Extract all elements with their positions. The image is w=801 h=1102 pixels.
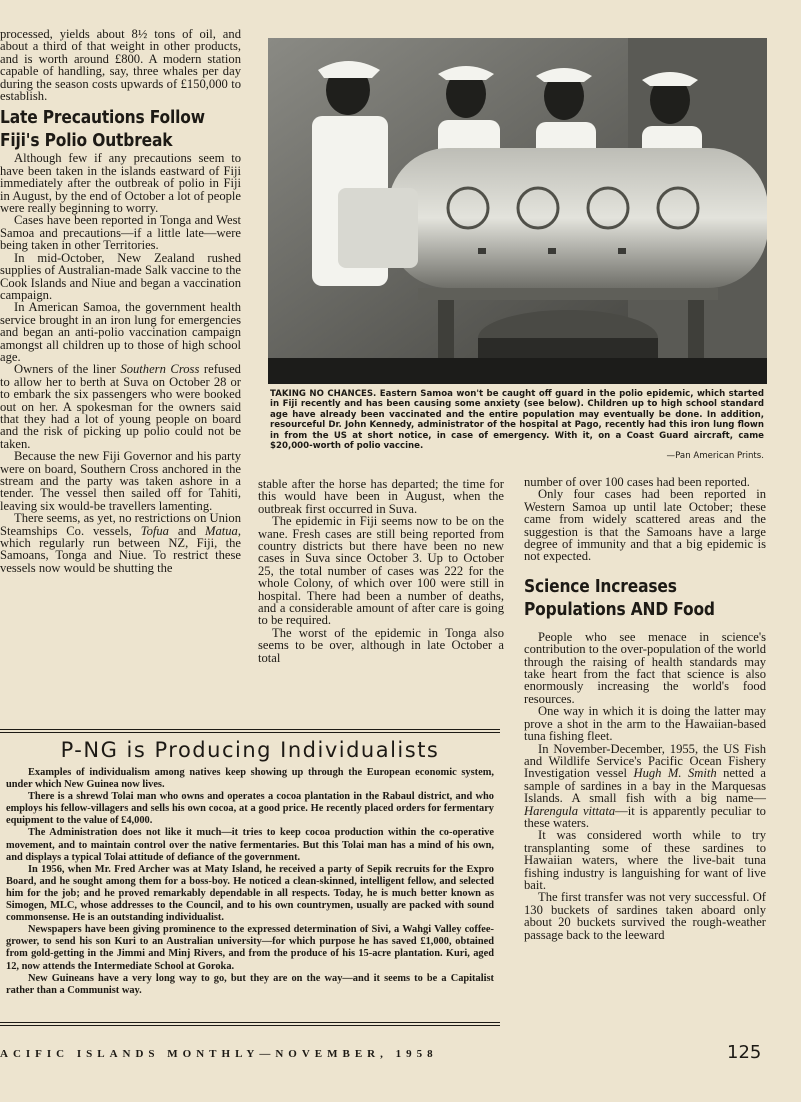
science-paragraph: People who see menace in science's contribution to the over-population of the world through the raising of health standards may take heart from the fact that science is also enormously increasing the world's food resources. — [524, 629, 766, 706]
restrictions-text-post: , which regularly run between NZ, Fiji, the Samoans, Tonga and Niue. To restrict these vessels now would be shutting the — [0, 523, 241, 575]
polio-headline — [0, 106, 241, 152]
polio-paragraph: In mid-October, New Zealand rushed supplies of Australian-made Salk vaccine to the Cook Islands and Niue and began a vaccination campaign. — [0, 250, 241, 302]
polio-headline-line-2: Fiji's Polio Outbreak — [0, 130, 173, 152]
smith-text-mid: netted a sample of sardines in a bay in the Marquesas Islands. A small fish with a big name— — [524, 766, 766, 806]
science-headline — [524, 575, 766, 625]
ship-name: Tofua — [140, 523, 169, 538]
box-body — [6, 767, 494, 997]
polio-paragraph: Although few if any precautions seem to have been taken in the islands eastward of Fiji immediately after the outbreak of polio in Fiji in August, by the end of October a lot of people were really beginning to worry. — [0, 151, 241, 216]
smith-paragraph — [524, 743, 766, 830]
page-number: 125 — [727, 1042, 762, 1063]
owners-text-post: refused to allow her to berth at Suva on October 28 or to embark the six passengers who were booked out on her. A spokesman for the owners said that they had a lot of young people on board and the risk of picking up polio could not be taken. — [0, 362, 241, 451]
caption-head: TAKING NO CHANCES. — [270, 389, 377, 399]
polio-end-paragraph: number of over 100 cases had been reported. — [524, 475, 750, 489]
box-title: P-NG is Producing Individualists — [60, 738, 440, 762]
middle-column — [258, 478, 504, 664]
owners-text-pre: Owners of the liner — [14, 362, 121, 377]
smith-text-post: —it is apparently peculiar to these waters. — [524, 803, 766, 830]
vessel-name: Hugh M. Smith — [633, 766, 717, 781]
photo-caption — [270, 389, 764, 462]
box-paragraph: New Guineans have a very long way to go, but they are on the way—and it seems to be a Capitalist rather than a Communist way. — [6, 972, 494, 996]
restrictions-text-pre: There seems, as yet, no restrictions on Union Steamships Co. vessels, — [0, 511, 241, 538]
polio-paragraph: Because the new Fiji Governor and his party were on board, Southern Cross anchored in the stream and the party was taken ashore in a tender. The vessel then sailed off for Tahiti, leaving six would-be travellers lamenting. — [0, 449, 241, 513]
polio-continued-paragraph: stable after the horse has departed; the time for this would have been in August, when the outbreak first occurred in Suva. — [258, 477, 504, 516]
polio-end-paragraph: Only four cases had been reported in Western Samoa up until late October; these came from widely scattered areas and the suggestion is that the Samoans have a large degree of immunity and that a big epidemic is not expected. — [524, 487, 766, 564]
science-headline-line-1: Science Increases — [524, 575, 677, 597]
photo-illustration — [268, 38, 767, 384]
png-individualists-box — [0, 729, 500, 1026]
ship-name: Southern Cross — [120, 362, 200, 377]
owners-paragraph — [0, 363, 241, 450]
polio-headline-line-1: Late Precautions Follow — [0, 107, 205, 129]
whaling-intro-paragraph: processed, yields about 8½ tons of oil, and about a third of that weight in other products, and is worth around £800. A modern station capable of handling, say, three whales per day during the season costs upwards of £150,000 to establish. — [0, 27, 241, 104]
box-bottom-rule — [0, 1022, 500, 1026]
box-paragraph: The Administration does not like it much—it tries to keep cocoa production within the co-operative movement, and to maintain control over the native fermentaries. But this Tolai man has a mind of his own, and displays a typical Tolai attitude of defiance of the government. — [6, 827, 494, 863]
iron-lung-photo — [268, 38, 767, 384]
polio-paragraph: In American Samoa, the government health service brought in an iron lung for emergencies and began an anti-polio vaccination campaign amongst all children up to those of high school age. — [0, 300, 241, 364]
science-paragraph: The first transfer was not very successful. Of 130 buckets of sardines taken aboard only about 20 buckets survived the rough-weather passage back to the leeward — [524, 890, 766, 942]
science-paragraph: It was considered worth while to try transplanting some of these sardines to Hawaiian waters, where the live-bait tuna fishing industry is languishing for want of live bait. — [524, 828, 766, 892]
page-footer — [0, 1040, 801, 1070]
box-paragraph: In 1956, when Mr. Fred Archer was at Maty Island, he received a party of Sepik recruits for the Expro Board, and he sought among them for a boss-boy. He noticed a clean-skinned, intelligent fellow, and selected him for the job; and he proved remarkably dependable in all respects. Today, he is much better known as Simogen, MLC, whose addresses to the Council, and to his own countrymen, usually are packed with sound commonsense. He is an outstanding individualist. — [6, 863, 494, 924]
restrictions-text-mid: and — [168, 523, 205, 538]
box-paragraph: There is a shrewd Tolai man who owns and operates a cocoa plantation in the Rabaul district, and who employs his fellow-villagers and sells his own cocoa, at a good price. He recently placed orders for fermentary equipment to the value of £4,000. — [6, 791, 494, 827]
left-column — [0, 28, 241, 574]
science-headline-line-2: Populations AND Food — [524, 598, 715, 620]
right-column — [524, 476, 766, 941]
polio-continued-paragraph: The epidemic in Fiji seems now to be on the wane. Fresh cases are still being reported from country districts but there have been no new cases in Suva since October 3. Up to October 25, the total number of cases was 222 for the whole Colony, of which over 100 were still in hospital. There had been a number of deaths, and a considerable amount of after care is going to be required. — [258, 514, 504, 628]
species-name: Harengula vittata — [524, 803, 616, 818]
ship-name: Matua — [204, 523, 238, 538]
polio-continued-paragraph: The worst of the epidemic in Tonga also seems to be over, although in late October a total — [258, 625, 504, 665]
restrictions-paragraph — [0, 512, 241, 574]
photo-credit: —Pan American Prints. — [666, 451, 764, 462]
box-paragraph: Examples of individualism among natives keep showing up through the European economic system, under which New Guinea now lives. — [6, 767, 494, 791]
running-footer: ACIFIC ISLANDS MONTHLY—NOVEMBER, 1958 — [0, 1048, 438, 1060]
smith-text-pre: In November-December, 1955, the US Fish and Wildlife Service's Pacific Ocean Fishery Investigation vessel — [524, 741, 766, 781]
polio-paragraph: Cases have been reported in Tonga and West Samoa and precautions—if a little late—were being taken in other Territories. — [0, 213, 241, 253]
science-paragraph: One way in which it is doing the latter may prove a shot in the arm to the Hawaiian-based tuna fishing fleet. — [524, 704, 766, 744]
box-top-rule — [0, 729, 500, 733]
box-paragraph: Newspapers have been giving prominence to the expressed determination of Sivi, a Wahgi Valley coffee-grower, to send his son Kuri to an Australian university—for which purpose he has saved £1,000, obtained from gold-getting in the Jimmi and Minj Rivers, and from the produce of his 15-acre plantation. Kuri, aged 12, now attends the Intermediate School at Goroka. — [6, 924, 494, 972]
caption-text: Eastern Samoa won't be caught off guard in the polio epidemic, which started in Fiji recently and has been causing some anxiety (see below). Children up to high school standard age have already been vaccinated and the entire population may eventually be done. In addition, resourceful Dr. John Kennedy, administrator of the hospital at Pago, recently had this iron lung flown in from the US at short notice, in case of emergency. With it, on a Coast Guard aircraft, came $20,000-worth of polio vaccine. — [270, 389, 764, 452]
